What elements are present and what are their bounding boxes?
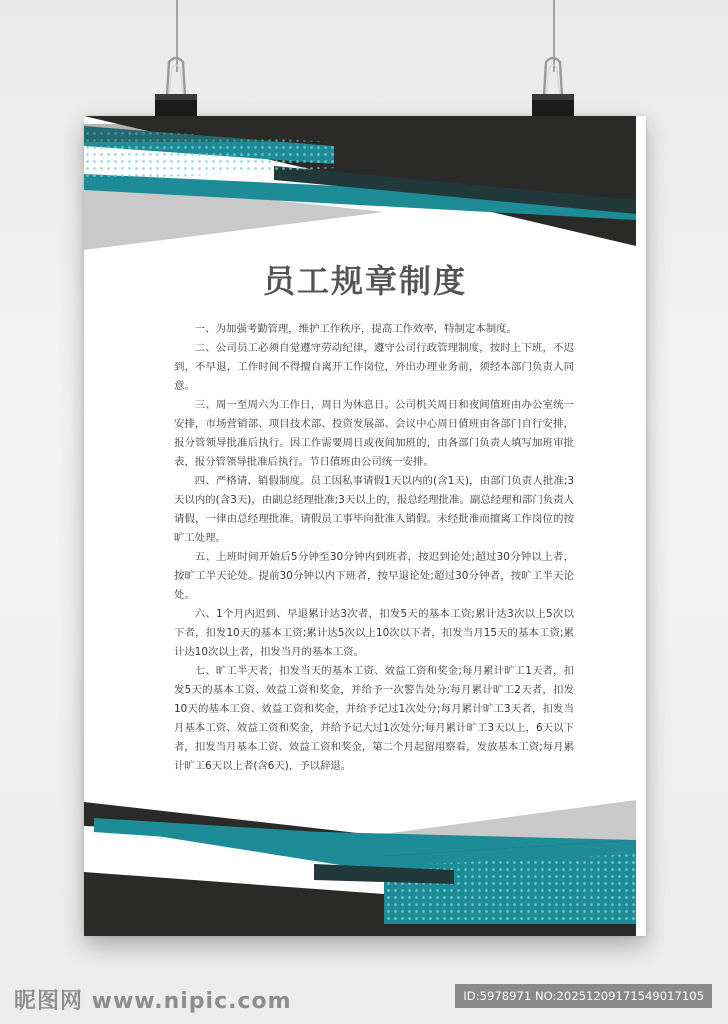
binder-clip-icon xyxy=(153,56,199,120)
rule-paragraph-5: 五、上班时间开始后5分钟至30分钟内到班者，按迟到论处;超过30分钟以上者，按旷工半天论处。提前30分钟以内下班者，按早退论处;超过30分钟者，按旷工半天论处。 xyxy=(174,551,574,601)
top-decoration xyxy=(84,116,646,266)
rule-paragraph-1: 一、为加强考勤管理，维护工作秩序，提高工作效率，特制定本制度。 xyxy=(194,323,517,335)
rules-body xyxy=(174,320,574,776)
binder-clip-icon xyxy=(530,56,576,120)
poster-paper xyxy=(84,116,646,936)
poster-title: 员工规章制度 xyxy=(262,262,467,300)
rule-paragraph-3: 三、周一至周六为工作日，周日为休息日。公司机关周日和夜间值班由办公室统一安排，市场营销部、项目技术部、投资发展部、会议中心周日值班由各部门自行安排，报分管领导批准后执行。因工作需要周日或夜间加班的，由各部门负责人填写加班审批表，报分管领导批准后执行。节日值班由公司统一安排。 xyxy=(174,399,574,468)
rule-paragraph-7: 七、旷工半天者，扣发当天的基本工资、效益工资和奖金;每月累计旷工1天者，扣发5天的基本工资、效益工资和奖金，并给予一次警告处分;每月累计旷工2天者，扣发10天的基本工资、效益工资和奖金，并给予记过1次处分;每月累计旷工3天者，扣发当月基本工资、效益工资和奖金，并给予记大过1次处分;每月累计旷工3天以上，6天以下者，扣发当月基本工资、效益工资和奖金，第二个月起留用察看，发放基本工资;每月累计旷工6天以上者(含6天)，予以辞退。 xyxy=(174,665,574,772)
watermark-logo: 昵图网 www.nipic.com xyxy=(14,989,292,1014)
rule-paragraph-2: 二、公司员工必须自觉遵守劳动纪律，遵守公司行政管理制度，按时上下班，不迟到，不早退，工作时间不得擅自离开工作岗位，外出办理业务前，须经本部门负责人同意。 xyxy=(174,342,574,392)
rule-paragraph-6: 六、1个月内迟到、早退累计达3次者，扣发5天的基本工资;累计达3次以上5次以下者，扣发10天的基本工资;累计达5次以上10次以下者，扣发当月15天的基本工资;累计达10次以上者，扣发当月的基本工资。 xyxy=(174,608,574,658)
watermark-id: ID:5978971 NO:20251209171549017105 xyxy=(455,984,712,1008)
rule-paragraph-4: 四、严格请、销假制度。员工因私事请假1天以内的(含1天)，由部门负责人批准;3天以内的(含3天)，由副总经理批准;3天以上的，报总经理批准。副总经理和部门负责人请假，一律由总经理批准。请假员工事毕向批准人销假。未经批准而擅离工作岗位的按旷工处理。 xyxy=(174,475,574,544)
watermark-bar xyxy=(0,974,728,1024)
bottom-decoration xyxy=(84,796,646,936)
